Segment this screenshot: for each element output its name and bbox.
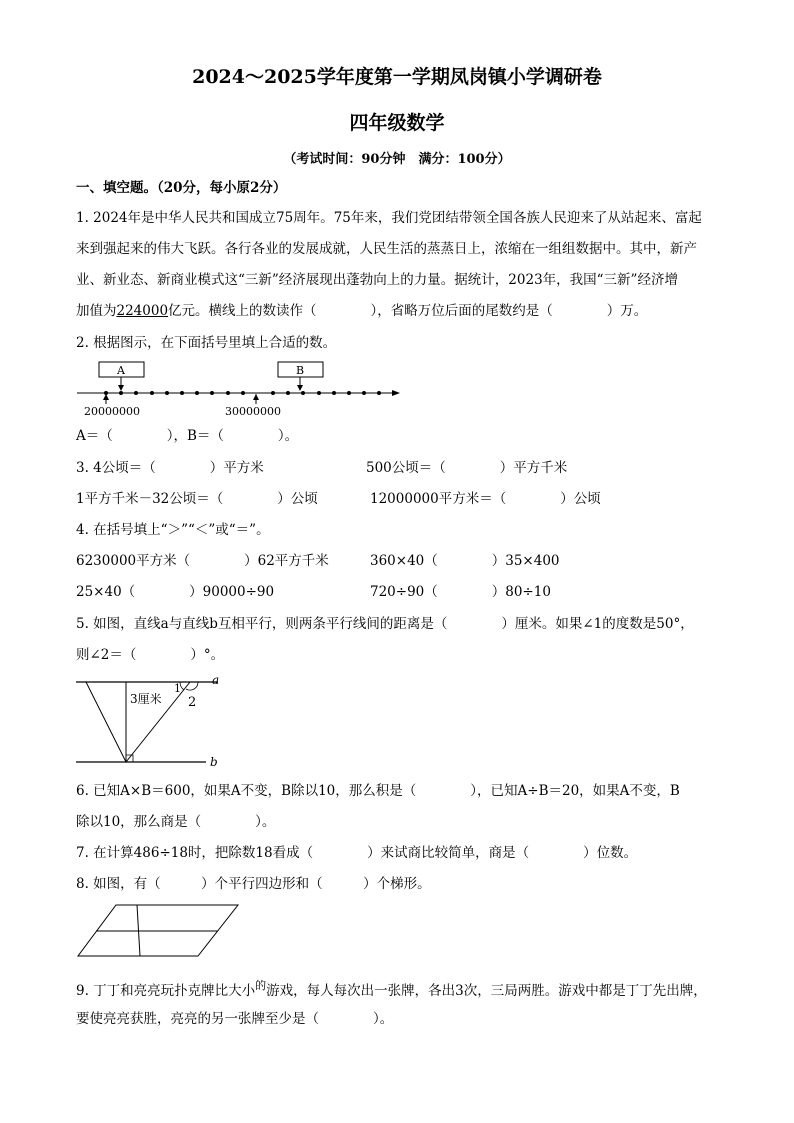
q9-line1-pre: 9. 丁丁和亮亮玩扑克牌比大小 <box>76 983 256 999</box>
section-heading: 一、填空题。（20分，每小原2分） <box>76 180 287 196</box>
q4-prompt: 4. 在括号填上“＞”“＜”或“＝”。 <box>76 522 270 538</box>
q6-line2: 除以10，那么商是（ ）。 <box>76 814 276 830</box>
q3-r2c2: 12000000平方米＝（ ）公顷 <box>370 491 601 507</box>
q3-r1c1: 3. 4公顷＝（ ）平方米 <box>76 460 264 476</box>
exam-subtitle: 四年级数学 <box>349 112 445 134</box>
q1-line4-pre: 加值为 <box>76 303 117 319</box>
q3-r2c1: 1平方千米－32公顷＝（ ）公顷 <box>76 491 318 507</box>
distance-label: 3厘米 <box>130 692 162 706</box>
q9-line2: 要使亮亮获胜，亮亮的另一张牌至少是（ ）。 <box>76 1011 394 1027</box>
q9-line1-sup: 的 <box>255 979 267 992</box>
q8-parallelogram-figure <box>74 900 244 962</box>
q5-line1: 5. 如图，直线a与直线b互相平行，则两条平行线间的距离是（ ）厘米。如果∠1的度数是50°， <box>76 616 694 632</box>
line-b-label: b <box>210 755 218 769</box>
box-a-label: A <box>117 364 125 377</box>
q4-r2c2: 720÷90（ ）80÷10 <box>370 584 551 600</box>
q5-line2: 则∠2＝（ ）°。 <box>76 647 225 663</box>
q4-r1c1: 6230000平方米（ ）62平方千米 <box>76 553 329 569</box>
tick-label-1: 20000000 <box>84 405 140 418</box>
q9-line1 <box>76 976 707 1001</box>
q7-text: 7. 在计算486÷18时，把除数18看成（ ）来试商比较简单，商是（ ）位数。 <box>76 845 638 861</box>
q6-line1: 6. 已知A×B＝600，如果A不变，B除以10，那么积是（ ），已知A÷B＝20，如果A不变，B <box>76 783 680 799</box>
q4-r2c1: 25×40（ ）90000÷90 <box>76 584 275 600</box>
line-a-label: a <box>212 673 220 687</box>
exam-title: 2024～2025学年度第一学期凤岗镇小学调研卷 <box>192 66 602 88</box>
q5-parallel-lines-figure <box>70 672 230 772</box>
q1-line4-post: 亿元。横线上的数读作（ ），省略万位后面的尾数约是（ ）万。 <box>168 303 648 319</box>
box-b-label: B <box>295 364 305 377</box>
q1-line1: 1. 2024年是中华人民共和国成立75周年。75年来，我们党团结带领全国各族人民迎来了从站起来、富起 <box>76 210 702 226</box>
q4-r1c2: 360×40（ ）35×400 <box>370 553 560 569</box>
q8-text: 8. 如图，有（ ）个平行四边形和（ ）个梯形。 <box>76 876 431 892</box>
angle-2-label: 2 <box>188 695 197 710</box>
q1-line4 <box>76 301 647 321</box>
q1-underlined-number: 224000 <box>116 303 169 319</box>
q1-line2: 来到强起来的伟大飞跃。各行各业的发展成就，人民生活的蒸蒸日上，浓缩在一组组数据中。其中，新产 <box>76 241 697 257</box>
q9-line1-post: 游戏，每人每次出一张牌，各出3次，三局两胜。游戏中都是丁丁先出牌， <box>266 983 707 999</box>
exam-info: （考试时间：90分钟 满分：100分） <box>283 152 511 167</box>
angle-1-label: 1 <box>174 682 181 695</box>
q1-line3: 业、新业态、新商业模式这“三新”经济展现出蓬勃向上的力量。据统计，2023年，我国“三新”经济增 <box>76 272 678 288</box>
q2-prompt: 2. 根据图示，在下面括号里填上合适的数。 <box>76 335 337 351</box>
tick-label-2: 30000000 <box>225 405 281 418</box>
q3-r1c2: 500公顷＝（ ）平方千米 <box>366 460 568 476</box>
q2-answer: A＝（ ），B＝（ ）。 <box>76 428 299 444</box>
q2-number-line <box>70 358 410 420</box>
